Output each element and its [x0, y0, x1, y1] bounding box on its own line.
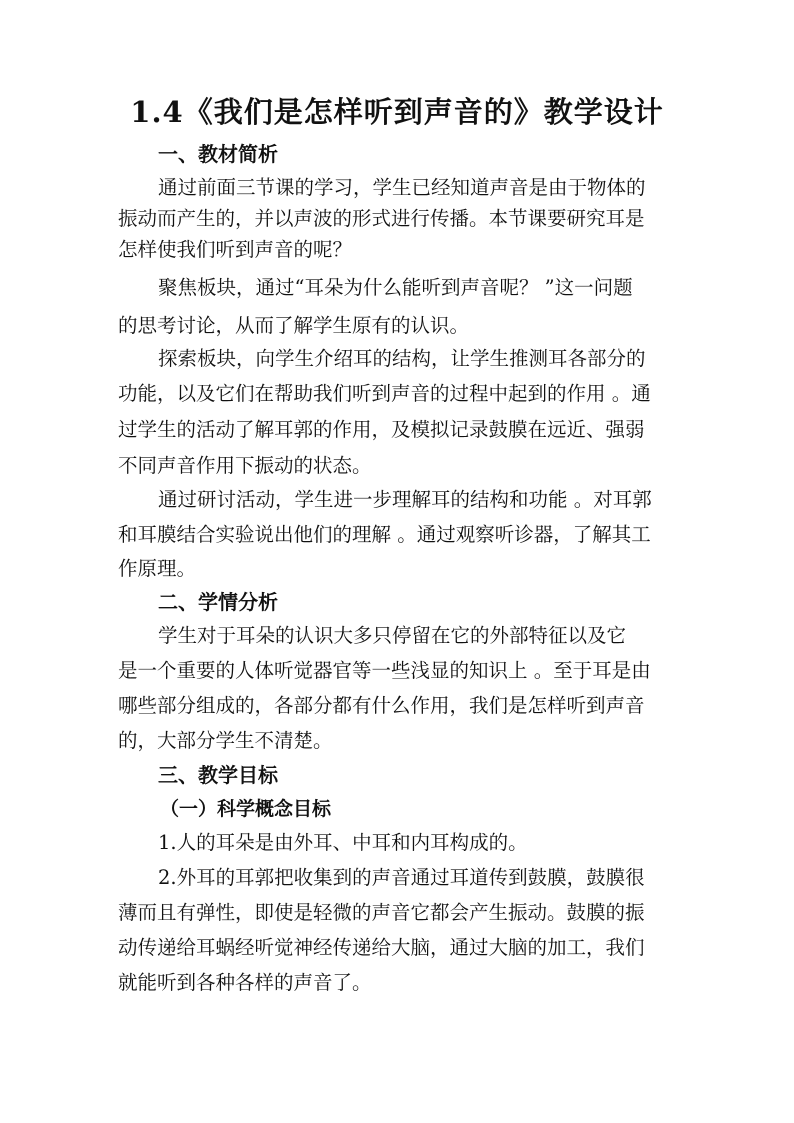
goal-item: 1.人的耳朵是由外耳、中耳和内耳构成的。: [158, 831, 528, 854]
paragraph-line: 探索板块，向学生介绍耳的结构，让学生推测耳各部分的: [158, 347, 646, 370]
paragraph-line: 哪些部分组成的，各部分都有什么作用，我们是怎样听到声音: [118, 694, 645, 717]
section-heading-student-analysis: 二、学情分析: [158, 590, 278, 614]
paragraph-line: 薄而且有弹性，即使是轻微的声音它都会产生振动。鼓膜的振: [118, 901, 645, 924]
paragraph-line: 的思考讨论，从而了解学生原有的认识。: [118, 314, 470, 337]
paragraph-line: 不同声音作用下振动的状态。: [118, 454, 372, 477]
paragraph-line: 是一个重要的人体听觉器官等一些浅显的知识上 。至于耳是由: [118, 659, 651, 682]
paragraph-line: 过学生的活动了解耳郭的作用，及模拟记录鼓膜在远近、强弱: [118, 418, 645, 441]
paragraph-line: 作原理。: [118, 557, 197, 580]
paragraph-line: 通过研讨活动，学生进一步理解耳的结构和功能 。对耳郭: [158, 488, 652, 511]
paragraph-line: 就能听到各种各样的声音了。: [118, 971, 372, 994]
paragraph-line: 的，大部分学生不清楚。: [118, 729, 333, 752]
subheading-science-concept-goals: （一）科学概念目标: [160, 798, 332, 820]
goal-item: 2.外耳的耳郭把收集到的声音通过耳道传到鼓膜，鼓膜很: [158, 866, 645, 889]
paragraph-line: 动传递给耳蜗经听觉神经传递给大脑，通过大脑的加工，我们: [118, 936, 645, 959]
paragraph-line: 功能，以及它们在帮助我们听到声音的过程中起到的作用 。通: [118, 382, 651, 405]
paragraph-line: 怎样使我们听到声音的呢？: [118, 238, 353, 261]
document-title: 1.4《我们是怎样听到声音的》教学设计: [130, 95, 664, 129]
paragraph-line: 和耳膜结合实验说出他们的理解 。通过观察听诊器，了解其工: [118, 523, 651, 546]
paragraph-line: 聚焦板块，通过“耳朵为什么能听到声音呢？ ”这一问题: [158, 276, 633, 299]
section-heading-teaching-goals: 三、教学目标: [158, 763, 278, 787]
paragraph-line: 振动而产生的，并以声波的形式进行传播。本节课要研究耳是: [118, 207, 645, 230]
paragraph-line: 学生对于耳朵的认识大多只停留在它的外部特征以及它: [158, 624, 627, 647]
section-heading-textbook-analysis: 一、教材简析: [158, 142, 278, 166]
paragraph-line: 通过前面三节课的学习，学生已经知道声音是由于物体的: [158, 176, 646, 199]
